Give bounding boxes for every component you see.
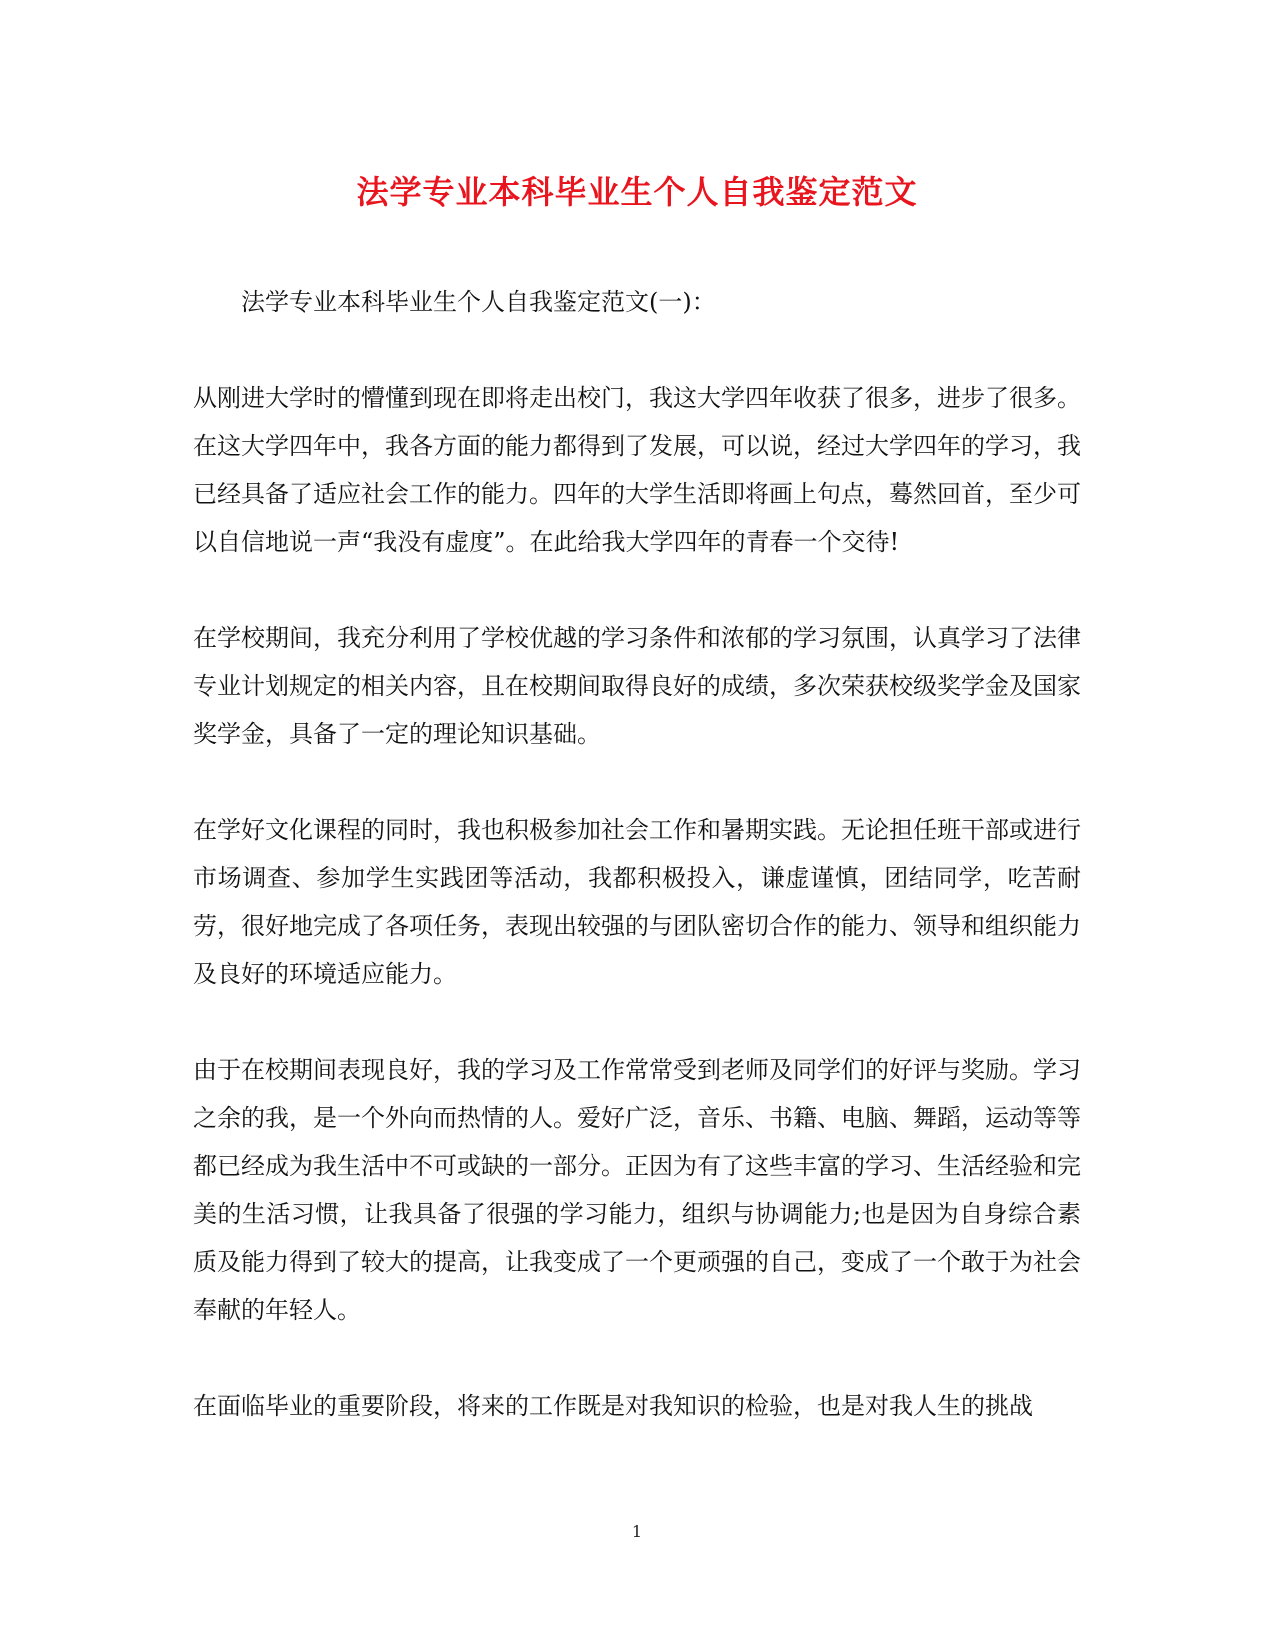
document-title: 法学专业本科毕业生个人自我鉴定范文: [356, 173, 918, 211]
section-subtitle: 法学专业本科毕业生个人自我鉴定范文(一)：: [241, 288, 716, 316]
paragraph-4: 由于在校期间表现良好，我的学习及工作常常受到老师及同学们的好评与奖励。学习之余的我，是一个外向而热情的人。爱好广泛，音乐、书籍、电脑、舞蹈，运动等等都已经成为我生活中不可或缺的一部分。正因为有了这些丰富的学习、生活经验和完美的生活习惯，让我具备了很强的学习能力，组织与协调能力;也是因为自身综合素质及能力得到了较大的提高，让我变成了一个更顽强的自己，变成了一个敢于为社会奉献的年轻人。: [193, 1056, 1081, 1324]
paragraph-5: 在面临毕业的重要阶段，将来的工作既是对我知识的检验，也是对我人生的挑战: [193, 1392, 1033, 1420]
paragraph-2: 在学校期间，我充分利用了学校优越的学习条件和浓郁的学习氛围，认真学习了法律专业计划规定的相关内容，且在校期间取得良好的成绩，多次荣获校级奖学金及国家奖学金，具备了一定的理论知识基础。: [193, 624, 1081, 748]
paragraph-1: 从刚进大学时的懵懂到现在即将走出校门，我这大学四年收获了很多，进步了很多。在这大学四年中，我各方面的能力都得到了发展，可以说，经过大学四年的学习，我已经具备了适应社会工作的能力。四年的大学生活即将画上句点，蓦然回首，至少可以自信地说一声“我没有虚度”。在此给我大学四年的青春一个交待!: [193, 384, 1081, 556]
paragraph-3: 在学好文化课程的同时，我也积极参加社会工作和暑期实践。无论担任班干部或进行市场调查、参加学生实践团等活动，我都积极投入，谦虚谨慎，团结同学，吃苦耐劳，很好地完成了各项任务，表现出较强的与团队密切合作的能力、领导和组织能力及良好的环境适应能力。: [193, 816, 1081, 988]
document-body: [193, 278, 1081, 1478]
page-number: 1: [631, 1522, 643, 1541]
